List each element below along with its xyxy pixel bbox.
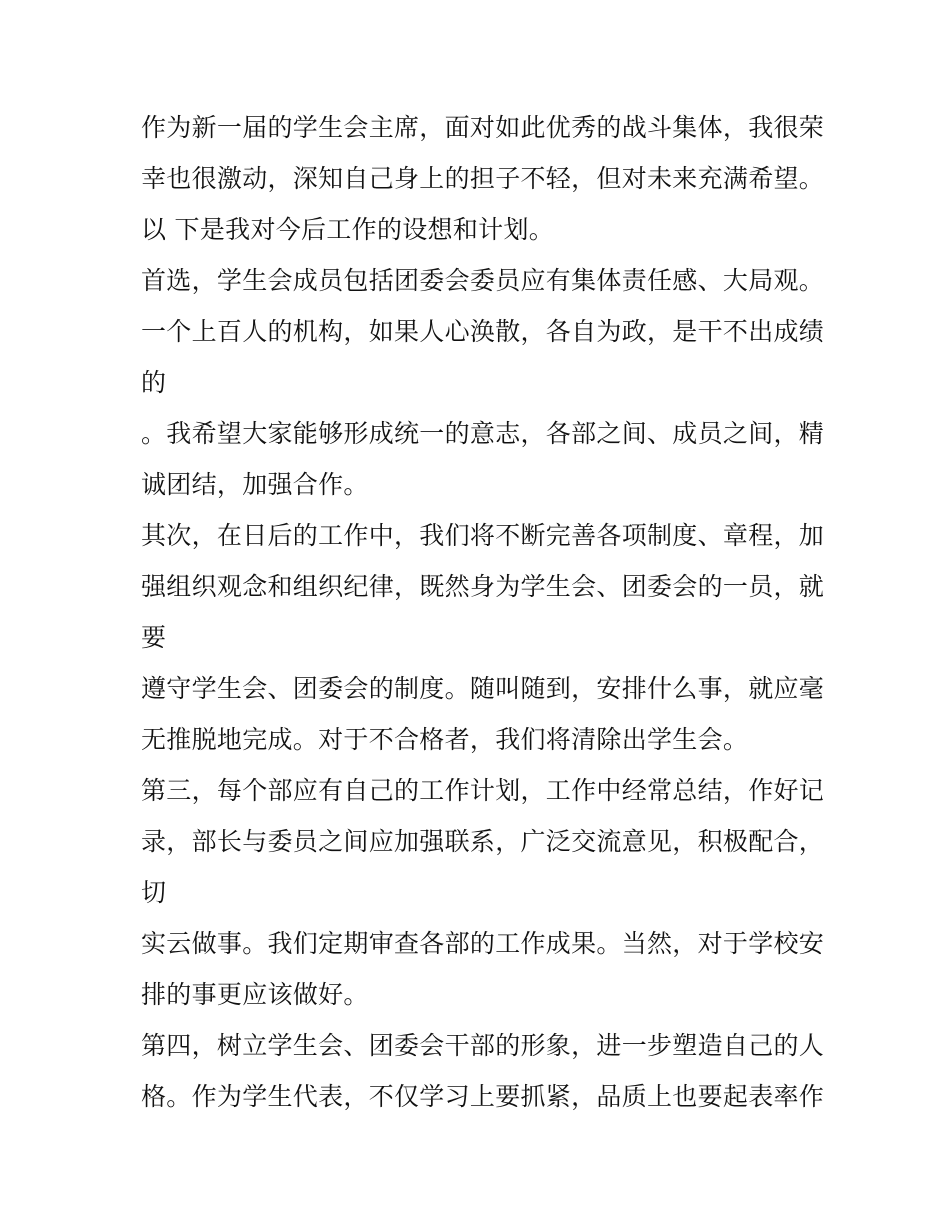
- text-line: 的: [141, 368, 167, 397]
- text-line: 其次，在日后的工作中，我们将不断完善各项制度、章程，加: [141, 521, 825, 550]
- text-line: 以 下是我对今后工作的设想和计划。: [141, 215, 555, 244]
- text-line: 要: [141, 623, 167, 652]
- text-line: 切: [141, 878, 167, 907]
- text-line: 排的事更应该做好。: [141, 980, 369, 1009]
- text-line: 一个上百人的机构，如果人心涣散，各自为政，是干不出成绩: [141, 317, 825, 346]
- text-line: 无推脱地完成。对于不合格者，我们将清除出学生会。: [141, 725, 749, 754]
- text-line: 作为新一届的学生会主席，面对如此优秀的战斗集体，我很荣: [141, 113, 825, 142]
- text-line: 遵守学生会、团委会的制度。随叫随到，安排什么事，就应毫: [141, 674, 825, 703]
- text-line: 第四，树立学生会、团委会干部的形象，进一步塑造自己的人: [141, 1031, 825, 1060]
- text-line: 首选，学生会成员包括团委会委员应有集体责任感、大局观。: [141, 266, 825, 295]
- text-line: 幸也很激动，深知自己身上的担子不轻，但对未来充满希望。: [141, 164, 825, 193]
- text-line: 第三，每个部应有自己的工作计划，工作中经常总结，作好记: [141, 776, 825, 805]
- text-line: 诚团结，加强合作。: [141, 470, 369, 499]
- text-line: 强组织观念和组织纪律，既然身为学生会、团委会的一员，就: [141, 572, 825, 601]
- text-line: 格。作为学生代表，不仅学习上要抓紧，品质上也要起表率作: [141, 1082, 825, 1111]
- document-body: [141, 102, 825, 1122]
- text-line: 实云做事。我们定期审查各部的工作成果。当然，对于学校安: [141, 929, 825, 958]
- text-line: 录，部长与委员之间应加强联系，广泛交流意见，积极配合，: [141, 827, 825, 856]
- text-line: 。我希望大家能够形成统一的意志，各部之间、成员之间，精: [141, 419, 825, 448]
